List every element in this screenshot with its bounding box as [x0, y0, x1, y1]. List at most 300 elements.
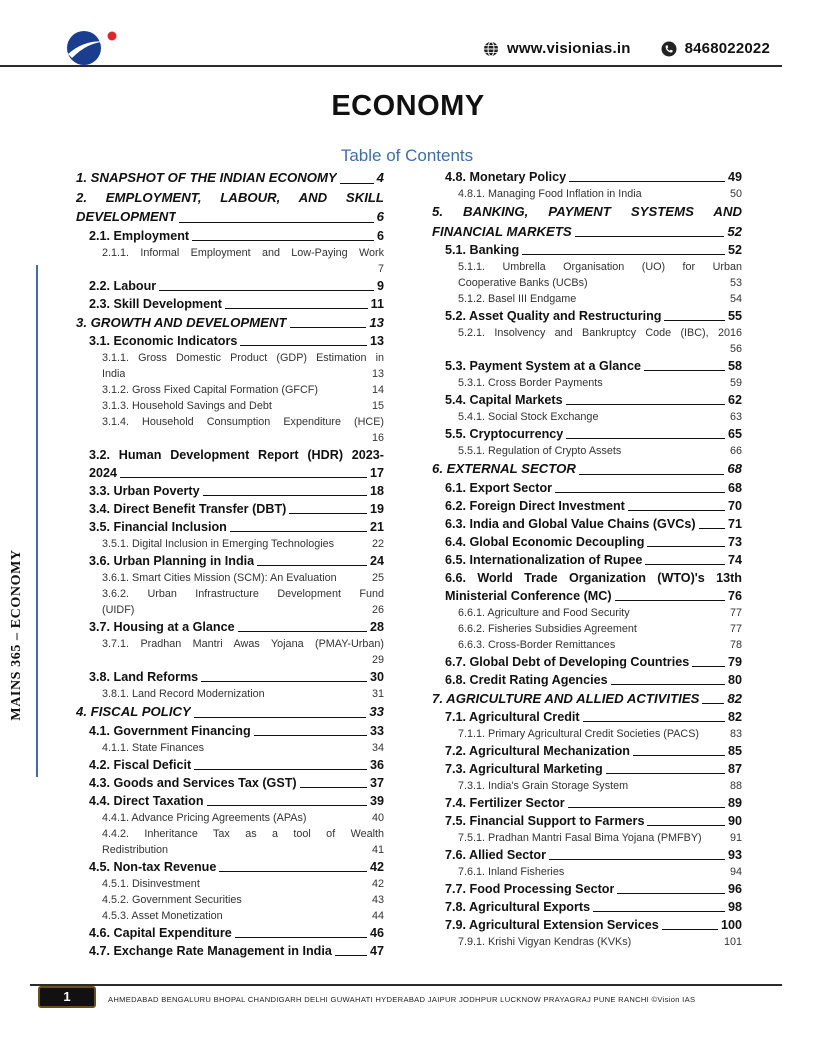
toc-entry-text: 3.1. Economic Indicators — [89, 334, 238, 348]
toc-entry[interactable] — [76, 168, 384, 188]
page-number: 1 — [38, 986, 96, 1008]
toc-leader — [207, 805, 367, 806]
toc-page-number: 62 — [727, 393, 742, 407]
footer-divider — [30, 984, 782, 986]
toc-entry-text: 5.3.1. Cross Border Payments — [458, 377, 603, 389]
toc-entry-text: 7.5. Financial Support to Farmers — [445, 814, 645, 828]
toc-page-number: 37 — [369, 775, 384, 790]
header-divider — [0, 65, 782, 67]
toc-page-number: 31 — [371, 688, 384, 700]
toc-entry[interactable] — [76, 398, 384, 414]
header-contact — [483, 40, 770, 57]
toc-page-number: 71 — [727, 516, 742, 531]
toc-page-number: 90 — [727, 814, 742, 828]
toc-page-number: 100 — [720, 918, 742, 932]
toc-entry-lastline — [458, 341, 742, 357]
toc-entry[interactable] — [76, 636, 384, 668]
toc-entry-text: 1. SNAPSHOT OF THE INDIAN ECONOMY — [76, 170, 337, 185]
toc-entry[interactable] — [432, 409, 742, 425]
toc-entry-text: Ministerial Conference (MC) — [445, 588, 612, 603]
toc-page-number: 54 — [729, 293, 742, 305]
toc-entry[interactable] — [432, 864, 742, 880]
toc-leader — [593, 911, 725, 912]
toc-entry-text: 3.1.2. Gross Fixed Capital Formation (GFCF) — [102, 384, 318, 396]
toc-leader — [254, 735, 367, 736]
toc-heading: Table of Contents — [340, 146, 474, 165]
toc-leader — [340, 183, 374, 184]
toc-page-number: 82 — [727, 710, 742, 724]
toc-entry[interactable] — [76, 536, 384, 552]
vision-ias-logo — [62, 24, 124, 68]
toc-entry-text: 5.1.1. Umbrella Organisation (UO) for Urban — [458, 261, 742, 273]
toc-entry[interactable] — [76, 942, 384, 960]
toc-entry[interactable] — [76, 188, 384, 227]
toc-page-number: 39 — [369, 793, 384, 808]
toc-entry[interactable] — [432, 569, 742, 605]
toc-entry-text: 4.1.1. State Finances — [102, 741, 205, 754]
toc-entry-lastline — [89, 464, 384, 482]
toc-entry-text: 7.5.1. Pradhan Mantri Fasal Bima Yojana (PMFBY) — [458, 832, 702, 844]
toc-entry[interactable] — [76, 227, 384, 245]
toc-leader — [203, 495, 367, 496]
toc-entry-text: 6.6.2. Fisheries Subsidies Agreement — [458, 622, 637, 635]
toc-entry-text: 2.1.1. Informal Employment and Low-Paying Work — [102, 246, 384, 259]
toc-entry-text: 4.5. Non-tax Revenue — [89, 859, 217, 874]
toc-entry-text: 4.8. Monetary Policy — [445, 170, 567, 184]
toc-entry-text: 3.1.4. Household Consumption Expenditure (HCE) — [102, 416, 384, 428]
toc-entry[interactable] — [76, 518, 384, 536]
toc-entry[interactable] — [76, 810, 384, 826]
toc-entry[interactable] — [76, 482, 384, 500]
toc-entry-text: 3.4. Direct Benefit Transfer (DBT) — [89, 502, 287, 516]
toc-entry[interactable] — [432, 307, 742, 325]
toc-entry[interactable] — [76, 740, 384, 756]
toc-leader — [335, 955, 367, 956]
footer-cities — [108, 995, 695, 1004]
toc-entry[interactable] — [432, 533, 742, 551]
toc-page-number: 22 — [371, 538, 384, 550]
toc-entry-text: 3.2. Human Development Report (HDR) 2023- — [89, 448, 384, 462]
toc-page-number: 85 — [727, 744, 742, 758]
toc-entry-text: 4.3. Goods and Services Tax (GST) — [89, 775, 297, 790]
toc-entry[interactable] — [432, 916, 742, 934]
phone-number[interactable]: 8468022022 — [684, 40, 770, 57]
globe-icon — [483, 41, 499, 57]
toc-page-number: 78 — [729, 638, 742, 651]
toc-entry[interactable] — [432, 357, 742, 375]
toc-entry[interactable] — [432, 459, 742, 479]
toc-entry-text: 6.8. Credit Rating Agencies — [445, 672, 608, 687]
toc-entry-text: 3.5. Financial Inclusion — [89, 520, 227, 534]
toc-entry[interactable] — [76, 332, 384, 350]
toc-entry-lastline — [102, 261, 384, 277]
website-link[interactable]: www.visionias.in — [507, 40, 631, 57]
toc-page-number: 11 — [370, 296, 384, 311]
toc-entry[interactable] — [76, 446, 384, 482]
toc-page-number: 9 — [376, 278, 384, 293]
toc-page-number: 66 — [729, 445, 742, 457]
toc-entry[interactable] — [432, 497, 742, 515]
toc-page-number: 42 — [369, 859, 384, 874]
toc-page-number: 50 — [729, 188, 742, 200]
toc-page-number: 26 — [371, 604, 384, 616]
toc-entry-text: 5.4. Capital Markets — [445, 393, 563, 407]
toc-leader — [120, 477, 367, 478]
toc-entry-text: 7.2. Agricultural Mechanization — [445, 744, 630, 758]
toc-entry-text: 4.2. Fiscal Deficit — [89, 757, 192, 772]
toc-entry[interactable] — [76, 245, 384, 277]
toc-page-number: 52 — [727, 223, 742, 239]
toc-page-number: 19 — [369, 502, 384, 516]
toc-entry-text: 3.6.2. Urban Infrastructure Development Fund — [102, 588, 384, 600]
phone-icon — [661, 41, 677, 57]
toc-entry[interactable] — [432, 846, 742, 864]
toc-entry[interactable] — [76, 908, 384, 924]
toc-leader — [522, 254, 725, 255]
toc-entry[interactable] — [432, 515, 742, 533]
toc-page-number: 7 — [377, 262, 384, 275]
toc-leader — [583, 721, 725, 722]
toc-page-number: 91 — [729, 832, 742, 844]
toc-leader — [192, 240, 374, 241]
toc-page-number: 89 — [727, 796, 742, 810]
toc-leader — [611, 684, 725, 685]
toc-page-number: 73 — [727, 534, 742, 549]
toc-entry[interactable] — [432, 605, 742, 621]
toc-entry[interactable] — [432, 778, 742, 794]
toc-entry[interactable] — [432, 898, 742, 916]
toc-entry[interactable] — [432, 479, 742, 497]
toc-entry[interactable] — [76, 414, 384, 446]
toc-entry[interactable] — [76, 350, 384, 382]
toc-entry-text: 2. EMPLOYMENT, LABOUR, AND SKILL — [76, 189, 384, 205]
toc-leader — [257, 565, 367, 566]
toc-entry-text: 4.8.1. Managing Food Inflation in India — [458, 188, 642, 200]
toc-entry-text: 7. AGRICULTURE AND ALLIED ACTIVITIES — [432, 690, 700, 706]
toc-entry-text: 7.1.1. Primary Agricultural Credit Societies (PACS) — [458, 728, 700, 740]
side-rule — [36, 265, 38, 777]
toc-leader — [633, 755, 725, 756]
footer-city-list: AHMEDABAD BENGALURU BHOPAL CHANDIGARH DELHI GUWAHATI HYDERABAD JAIPUR JODHPUR LUCKNOW PRAYAGRAJ PUNE RANCHI — [108, 995, 650, 1004]
toc-page-number: 25 — [371, 572, 384, 584]
toc-entry-text: 4.5.2. Government Securities — [102, 893, 242, 906]
toc-entry-text: 6.5. Internationalization of Rupee — [445, 552, 643, 567]
toc-entry-text: 3.8. Land Reforms — [89, 670, 199, 684]
toc-page-number: 33 — [369, 723, 384, 738]
toc-entry-text: 2.2. Labour — [89, 278, 157, 293]
toc-entry[interactable] — [432, 726, 742, 742]
toc-entry[interactable] — [432, 375, 742, 391]
toc-entry[interactable] — [76, 570, 384, 586]
toc-page-number: 36 — [369, 757, 384, 772]
toc-leader — [566, 438, 725, 439]
toc-leader — [662, 929, 718, 930]
toc-entry-text: 6.6.3. Cross-Border Remittances — [458, 638, 616, 651]
toc-entry[interactable] — [76, 668, 384, 686]
toc-entry-text: 3.1.3. Household Savings and Debt — [102, 400, 272, 412]
toc-page-number: 77 — [729, 606, 742, 619]
toc-entry[interactable] — [76, 313, 384, 333]
toc-entry[interactable] — [432, 259, 742, 291]
toc-entry[interactable] — [76, 774, 384, 792]
toc-page-number: 98 — [727, 900, 742, 914]
toc-leader — [568, 807, 725, 808]
toc-page-number: 94 — [729, 866, 742, 878]
toc-leader — [555, 492, 725, 493]
toc-entry-text: 7.8. Agricultural Exports — [445, 900, 591, 914]
toc-entry[interactable] — [76, 552, 384, 570]
toc-entry-lastline — [102, 430, 384, 446]
toc-entry[interactable] — [432, 186, 742, 202]
toc-entry[interactable] — [432, 637, 742, 653]
toc-page-number: 88 — [729, 780, 742, 792]
toc-entry[interactable] — [432, 391, 742, 409]
toc-entry[interactable] — [76, 792, 384, 810]
toc-entry[interactable] — [76, 924, 384, 942]
toc-entry[interactable] — [76, 382, 384, 398]
toc-entry-text: 6.6.1. Agriculture and Food Security — [458, 606, 630, 619]
toc-page-number: 76 — [727, 588, 742, 603]
toc-entry-text: Cooperative Banks (UCBs) — [458, 277, 588, 289]
toc-leader — [647, 546, 725, 547]
toc-page-number: 24 — [369, 554, 384, 568]
toc-entry[interactable] — [432, 325, 742, 357]
toc-page-number: 79 — [727, 654, 742, 669]
toc-leader — [235, 937, 367, 938]
toc-entry-text: 3.7. Housing at a Glance — [89, 620, 235, 634]
toc-entry-text: 7.9.1. Krishi Vigyan Kendras (KVKs) — [458, 936, 632, 948]
toc-entry-text: 2.3. Skill Development — [89, 296, 222, 311]
toc-entry[interactable] — [432, 794, 742, 812]
toc-page-number: 18 — [369, 484, 384, 498]
toc-entry-text: 4.5.1. Disinvestment — [102, 877, 200, 890]
toc-page-number: 14 — [371, 384, 384, 396]
toc-entry-text: India — [102, 368, 126, 380]
toc-entry[interactable] — [432, 742, 742, 760]
toc-entry[interactable] — [76, 618, 384, 636]
toc-entry-lastline — [102, 602, 384, 618]
toc-entry-text: 5.4.1. Social Stock Exchange — [458, 411, 599, 423]
toc-entry-text: 5.3. Payment System at a Glance — [445, 359, 642, 373]
toc-entry-lastline — [102, 366, 384, 382]
toc-page-number: 34 — [371, 741, 384, 754]
toc-entry-text: 4. FISCAL POLICY — [76, 704, 191, 719]
toc-page-number: 70 — [727, 498, 742, 513]
toc-entry-text: Redistribution — [102, 843, 169, 856]
toc-entry-text: 3.6.1. Smart Cities Mission (SCM): An Evaluation — [102, 572, 337, 584]
toc-page-number: 29 — [371, 654, 384, 666]
toc-entry-text: 7.3.1. India's Grain Storage System — [458, 780, 629, 792]
toc-entry[interactable] — [76, 858, 384, 876]
toc-leader — [225, 308, 368, 309]
toc-leader — [549, 859, 725, 860]
side-label: MAINS 365 – ECONOMY — [9, 549, 24, 721]
toc-entry-text: 3. GROWTH AND DEVELOPMENT — [76, 314, 287, 330]
toc-entry[interactable] — [432, 653, 742, 671]
toc-entry[interactable] — [432, 443, 742, 459]
toc-entry[interactable] — [432, 689, 742, 709]
toc-column-right — [432, 168, 742, 950]
toc-entry-text: 5. BANKING, PAYMENT SYSTEMS AND — [432, 204, 742, 219]
toc-page-number: 52 — [727, 243, 742, 257]
toc-entry-text: 2.1. Employment — [89, 228, 190, 243]
toc-entry-text: 7.9. Agricultural Extension Services — [445, 918, 659, 932]
toc-entry-lastline — [76, 207, 384, 227]
toc-entry-text: 5.2.1. Insolvency and Bankruptcy Code (IBC), 2016 — [458, 327, 742, 339]
toc-entry-text: 3.3. Urban Poverty — [89, 484, 200, 498]
toc-leader — [238, 631, 367, 632]
toc-leader — [575, 236, 725, 237]
toc-entry-text: 4.4.1. Advance Pricing Agreements (APAs) — [102, 811, 307, 824]
toc-page-number: 41 — [371, 843, 384, 856]
toc-page-number: 6 — [376, 228, 384, 243]
toc-leader — [615, 600, 725, 601]
toc-entry[interactable] — [76, 722, 384, 740]
toc-page-number: 68 — [727, 480, 742, 495]
toc-page-number: 16 — [371, 432, 384, 444]
toc-entry-text: 4.5.3. Asset Monetization — [102, 909, 223, 922]
toc-entry-text: 3.5.1. Digital Inclusion in Emerging Technologies — [102, 538, 335, 550]
toc-page-number: 82 — [727, 690, 742, 706]
toc-entry-text: 4.1. Government Financing — [89, 723, 251, 738]
toc-entry[interactable] — [432, 760, 742, 778]
toc-page-number: 83 — [729, 728, 742, 740]
toc-entry[interactable] — [76, 295, 384, 313]
toc-entry[interactable] — [432, 621, 742, 637]
toc-entry-text: 7.7. Food Processing Sector — [445, 882, 615, 896]
toc-page-number: 40 — [371, 811, 384, 824]
toc-leader — [194, 769, 367, 770]
toc-page-number: 21 — [369, 520, 384, 534]
toc-entry-text: 6.3. India and Global Value Chains (GVCs) — [445, 516, 696, 531]
toc-page-number: 4 — [376, 170, 384, 185]
toc-leader — [579, 474, 724, 475]
toc-page-number: 49 — [727, 170, 742, 184]
toc-page-number: 63 — [729, 411, 742, 423]
toc-leader — [219, 871, 367, 872]
toc-leader — [664, 320, 725, 321]
toc-entry-text: 7.6. Allied Sector — [445, 848, 547, 862]
toc-page-number: 55 — [727, 309, 742, 323]
toc-entry-text: 3.1.1. Gross Domestic Product (GDP) Estimation in — [102, 352, 384, 364]
toc-leader — [194, 717, 367, 718]
toc-leader — [645, 564, 725, 565]
toc-entry[interactable] — [432, 168, 742, 186]
footer-copyright: ©Vision IAS — [651, 995, 696, 1004]
toc-leader — [628, 510, 725, 511]
toc-page-number: 80 — [727, 672, 742, 687]
toc-entry[interactable] — [432, 425, 742, 443]
toc-entry-text: DEVELOPMENT — [76, 209, 177, 224]
toc-leader — [201, 681, 367, 682]
toc-entry-text: 4.7. Exchange Rate Management in India — [89, 943, 332, 958]
toc-page-number: 101 — [723, 936, 742, 948]
toc-page-number: 93 — [727, 848, 742, 862]
toc-entry[interactable] — [432, 671, 742, 689]
toc-page-number: 15 — [371, 400, 384, 412]
toc-entry-text: FINANCIAL MARKETS — [432, 223, 572, 239]
toc-entry[interactable] — [432, 241, 742, 259]
toc-page-number: 47 — [369, 943, 384, 958]
toc-entry-lastline — [445, 587, 742, 605]
toc-page-number: 28 — [369, 620, 384, 634]
toc-page-number: 43 — [371, 893, 384, 906]
toc-entry-text: 6.1. Export Sector — [445, 480, 553, 495]
toc-page-number: 68 — [727, 461, 742, 476]
toc-entry-lastline — [432, 222, 742, 242]
toc-leader — [566, 404, 725, 405]
toc-leader — [692, 666, 725, 667]
toc-entry[interactable] — [432, 934, 742, 950]
toc-entry[interactable] — [76, 876, 384, 892]
toc-entry[interactable] — [432, 708, 742, 726]
toc-entry[interactable] — [432, 202, 742, 241]
toc-entry-text: 5.1. Banking — [445, 243, 520, 257]
document-title: ECONOMY — [331, 90, 485, 122]
toc-entry-text: 6.6. World Trade Organization (WTO)'s 13th — [445, 570, 742, 585]
toc-entry-text: 6.2. Foreign Direct Investment — [445, 498, 625, 513]
toc-entry-lastline — [102, 842, 384, 858]
toc-page-number: 74 — [727, 552, 742, 567]
toc-entry-text: 7.3. Agricultural Marketing — [445, 762, 603, 776]
toc-leader — [289, 513, 367, 514]
toc-entry[interactable] — [76, 702, 384, 722]
toc-leader — [606, 773, 725, 774]
toc-leader — [179, 222, 373, 223]
toc-page-number: 44 — [371, 909, 384, 922]
toc-leader — [617, 893, 725, 894]
toc-entry-text: 7.4. Fertilizer Sector — [445, 796, 565, 810]
toc-entry[interactable] — [76, 586, 384, 618]
toc-page-number: 46 — [369, 925, 384, 940]
toc-page-number: 33 — [369, 704, 384, 719]
toc-entry-text: 5.1.2. Basel III Endgame — [458, 293, 577, 305]
toc-entry-text: 6. EXTERNAL SECTOR — [432, 461, 576, 476]
toc-page-number: 96 — [727, 882, 742, 896]
toc-leader — [230, 531, 367, 532]
toc-page-number: 53 — [729, 277, 742, 289]
toc-entry[interactable] — [76, 686, 384, 702]
toc-entry[interactable] — [432, 551, 742, 569]
toc-entry-text: 5.2. Asset Quality and Restructuring — [445, 309, 662, 323]
toc-page-number: 13 — [369, 334, 384, 348]
toc-entry[interactable] — [76, 826, 384, 858]
toc-page-number: 17 — [369, 466, 384, 480]
toc-page-number: 13 — [369, 314, 384, 330]
toc-entry-lastline — [102, 652, 384, 668]
toc-entry-text: 6.4. Global Economic Decoupling — [445, 534, 645, 549]
toc-entry[interactable] — [432, 880, 742, 898]
toc-entry[interactable] — [76, 500, 384, 518]
toc-entry[interactable] — [432, 291, 742, 307]
toc-entry-text: 3.6. Urban Planning in India — [89, 554, 255, 568]
toc-leader — [702, 703, 724, 704]
toc-entry[interactable] — [432, 812, 742, 830]
toc-page-number: 13 — [371, 368, 384, 380]
toc-entry-text: 3.8.1. Land Record Modernization — [102, 688, 265, 700]
toc-entry-text: 7.1. Agricultural Credit — [445, 710, 580, 724]
toc-entry[interactable] — [76, 277, 384, 295]
toc-page-number: 58 — [727, 359, 742, 373]
toc-page-number: 87 — [727, 762, 742, 776]
toc-entry[interactable] — [432, 830, 742, 846]
toc-entry[interactable] — [76, 892, 384, 908]
toc-entry[interactable] — [76, 756, 384, 774]
toc-leader — [647, 825, 725, 826]
toc-entry-text: 5.5. Cryptocurrency — [445, 427, 564, 441]
toc-column-left — [76, 168, 384, 960]
toc-leader — [699, 528, 725, 529]
